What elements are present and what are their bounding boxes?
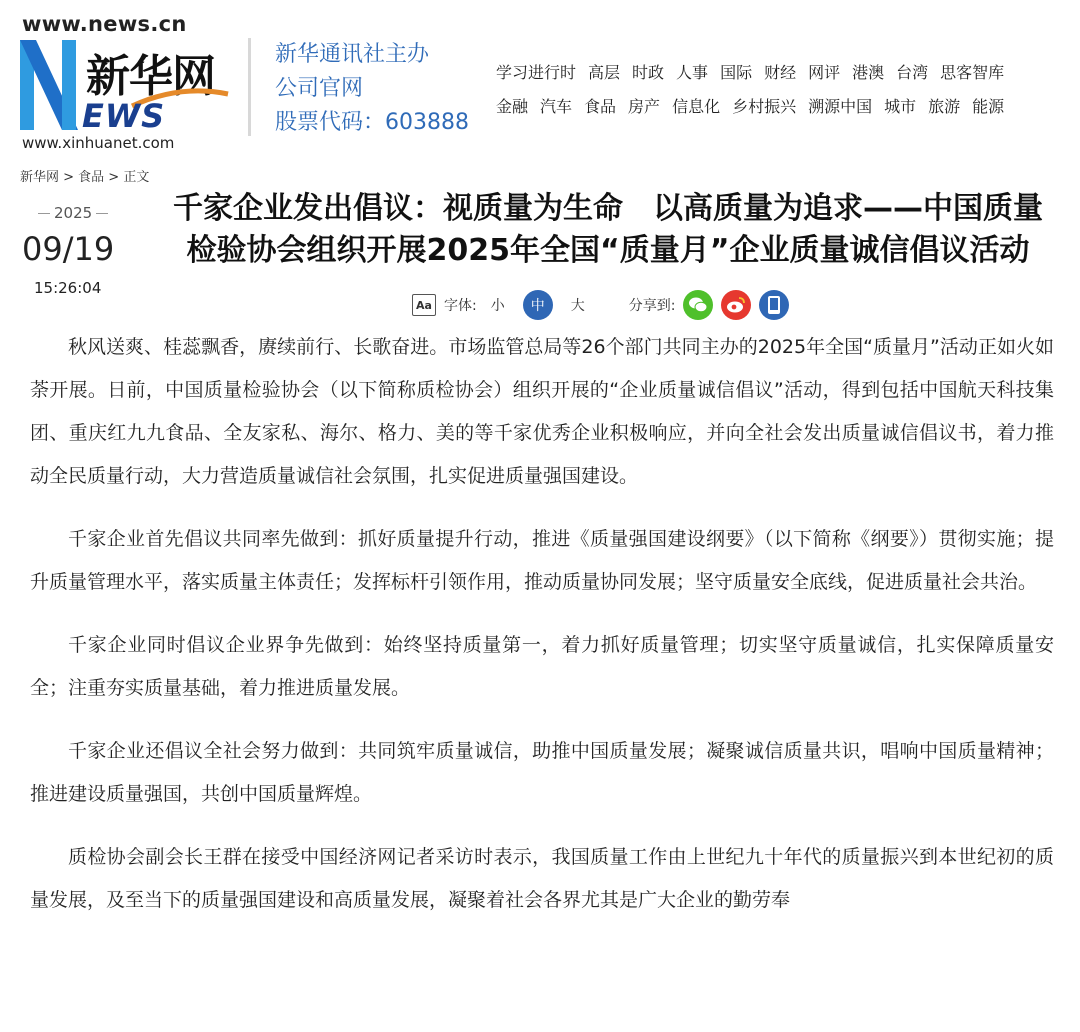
official-info <box>275 38 469 140</box>
nav-row-2 <box>496 90 1016 124</box>
article-paragraph: 千家企业还倡议全社会努力做到：共同筑牢质量诚信，助推中国质量发展；凝聚诚信质量共识，唱响中国质量精神；推进建设质量强国，共创中国质量辉煌。 <box>30 740 1054 805</box>
header-divider <box>248 38 251 136</box>
nav-link[interactable]: 溯源中国 <box>808 97 873 116</box>
nav-link[interactable]: 食品 <box>584 97 617 116</box>
nav-link[interactable]: 城市 <box>884 97 917 116</box>
wechat-share-icon[interactable] <box>683 290 713 320</box>
nav-link[interactable]: 旅游 <box>928 97 961 116</box>
nav-link[interactable]: 台湾 <box>896 63 929 82</box>
title-line: 检验协会组织开展2025年全国“质量月”企业质量诚信倡议活动 <box>186 233 1030 268</box>
site-domain-text[interactable]: www.news.cn <box>22 12 187 36</box>
nav-link[interactable]: 时政 <box>632 63 665 82</box>
article-paragraph: 千家企业同时倡议企业界争先做到：始终坚持质量第一，着力抓好质量管理；切实坚守质量诚信，扎实保障质量安全；注重夯实质量基础，着力推进质量发展。 <box>30 634 1054 699</box>
nav-link[interactable]: 信息化 <box>672 97 721 116</box>
nav-link[interactable]: 汽车 <box>540 97 573 116</box>
nav-link[interactable]: 财经 <box>764 63 797 82</box>
breadcrumb[interactable]: 新华网 > 食品 > 正文 <box>20 170 150 185</box>
nav-link[interactable]: 乡村振兴 <box>732 97 797 116</box>
font-size-large-button[interactable]: 大 <box>570 298 585 314</box>
nav-link[interactable]: 人事 <box>676 63 709 82</box>
font-size-label: 字体: <box>444 298 477 314</box>
article-paragraph: 秋风送爽、桂蕊飘香，赓续前行、长歌奋进。市场监管总局等26个部门共同主办的2025年全国“质量月”活动正如火如荼开展。日前，中国质量检验协会（以下简称质检协会）组织开展的“企业质量诚信倡议”活动，得到包括中国航天科技集团、重庆红九九食品、全友家私、海尔、格力、美的等千家优秀企业积极响应，并向全社会发出质量诚信倡议书，着力推动全民质量行动，大力营造质量诚信社会氛围，扎实促进质量强国建设。 <box>30 336 1054 487</box>
nav-link[interactable]: 国际 <box>720 63 753 82</box>
article-toolbar <box>412 289 797 321</box>
font-size-small-button[interactable]: 小 <box>490 298 505 314</box>
nav-link[interactable]: 高层 <box>588 63 621 82</box>
nav-link[interactable]: 房产 <box>628 97 661 116</box>
mobile-share-icon[interactable] <box>759 290 789 320</box>
title-line: 千家企业发出倡议：视质量为生命 以高质量为追求——中国质量 <box>173 191 1043 226</box>
official-line: 股票代码：603888 <box>275 110 469 135</box>
publish-year: 2025 <box>34 204 112 222</box>
font-size-icon: Aa <box>412 294 436 316</box>
share-label: 分享到: <box>628 298 676 314</box>
nav-link[interactable]: 思客智库 <box>940 63 1005 82</box>
nav-link[interactable]: 网评 <box>808 63 841 82</box>
logo-ews-text: EWS <box>82 97 166 135</box>
publish-month-day: 09/19 <box>22 230 115 268</box>
font-size-medium-button[interactable]: 中 <box>523 290 553 320</box>
nav-link[interactable]: 港澳 <box>852 63 885 82</box>
nav-link[interactable]: 能源 <box>972 97 1005 116</box>
publish-time: 15:26:04 <box>34 279 102 297</box>
nav-link[interactable]: 金融 <box>496 97 529 116</box>
article-paragraph: 质检协会副会长王群在接受中国经济网记者采访时表示，我国质量工作由上世纪九十年代的质量振兴到本世纪初的质量发展，及至当下的质量强国建设和高质量发展，凝聚着社会各界尤其是广大企业的勤劳奉 <box>30 846 1054 911</box>
news-logo-n-icon[interactable] <box>20 40 78 132</box>
nav-link[interactable]: 学习进行时 <box>496 63 577 82</box>
article-title <box>150 188 1066 272</box>
official-line: 新华通讯社主办 <box>275 42 430 67</box>
article-paragraph: 千家企业首先倡议共同率先做到：抓好质量提升行动，推进《质量强国建设纲要》（以下简称《纲要》）贯彻实施；提升质量管理水平，落实质量主体责任；发挥标杆引领作用，推动质量协同发展；坚守质量安全底线，促进质量社会共治。 <box>30 528 1054 593</box>
logo-url-text: www.xinhuanet.com <box>22 134 175 152</box>
nav-row-1 <box>496 56 1016 90</box>
logo-chinese-text: 新华网 <box>86 51 215 102</box>
channel-nav <box>496 56 1016 124</box>
weibo-share-icon[interactable] <box>721 290 751 320</box>
article-body <box>30 326 1054 942</box>
official-line: 公司官网 <box>275 76 364 101</box>
